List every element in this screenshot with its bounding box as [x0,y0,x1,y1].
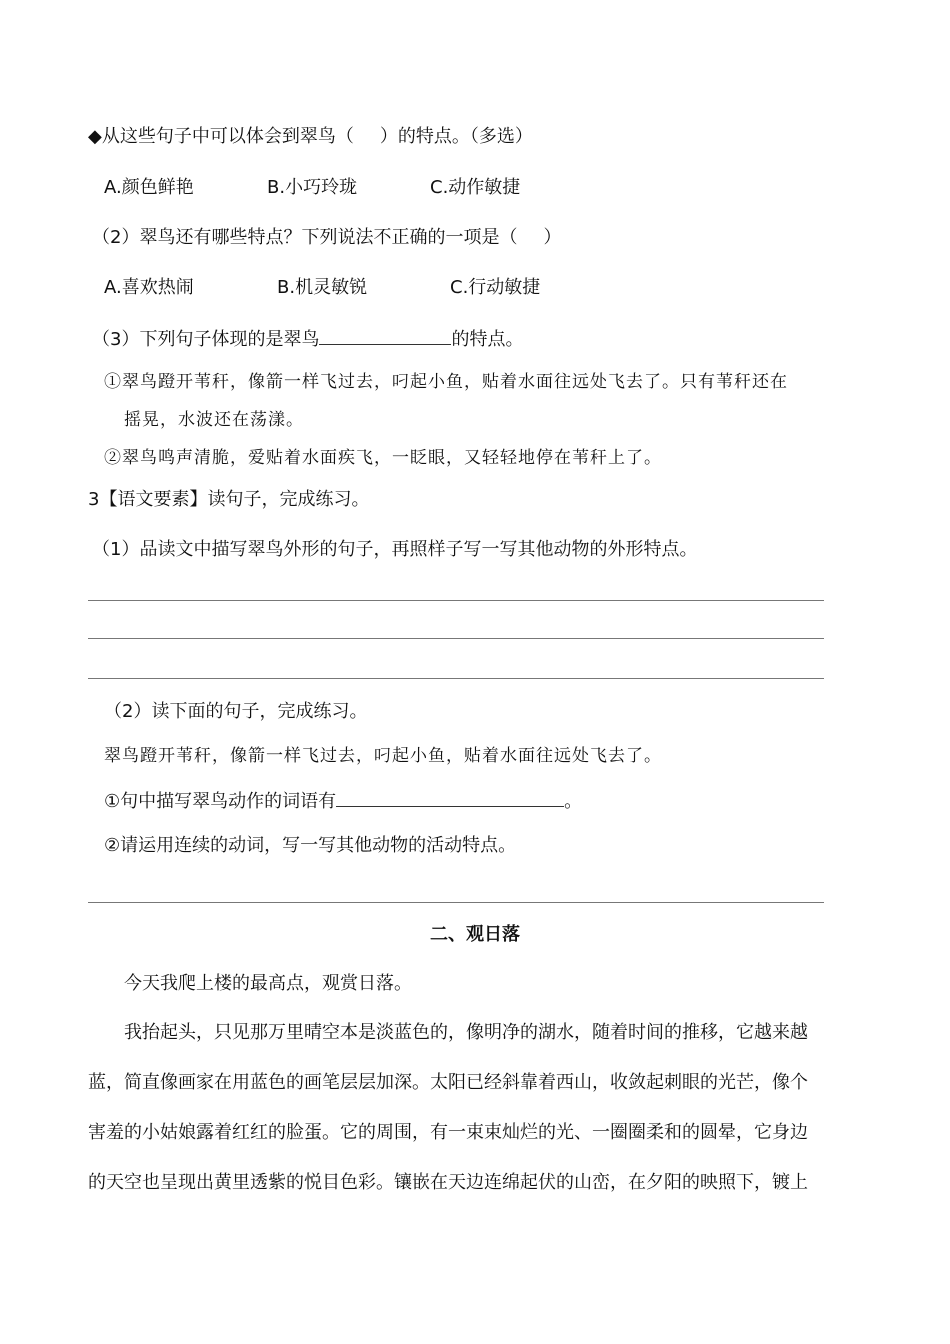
q3-prompt-end: 的特点。 [451,329,524,350]
section3-question-b: ②请运用连续的动词，写一写其他动物的活动特点。 [104,835,517,856]
q3-prompt-start: （3）下列句子体现的是翠鸟 [92,329,320,350]
section3-part2: （2）读下面的句子，完成练习。 [104,701,368,722]
section3-question-a [104,788,582,814]
question-a-blank[interactable] [336,788,564,807]
q3-sentence-1-cont: 摇晃，水波还在荡漾。 [124,410,304,430]
reading-line-5: 的天空也呈现出黄里透紫的悦目色彩。镶嵌在天边连绵起伏的山峦，在夕阳的映照下，镀上 [88,1172,808,1193]
reading-line-4: 害羞的小姑娘露着红红的脸蛋。它的周围，有一束束灿烂的光、一圈圈柔和的圆晕，它身边 [88,1122,808,1143]
q1-option-c[interactable]: C.动作敏捷 [430,177,521,198]
q2-prompt-end: ） [543,227,562,248]
q1-prompt-end: ）的特点。（多选） [379,126,533,147]
answer-line-3[interactable] [88,678,824,679]
q3-sentence-1: ①翠鸟蹬开苇秆，像箭一样飞过去，叼起小鱼，贴着水面往远处飞去了。只有苇秆还在 [104,372,788,392]
q3-answer-blank[interactable] [319,326,451,345]
q2-prompt [92,226,561,250]
reading-title: 二、观日落 [430,924,520,945]
q1-option-a[interactable]: A.颜色鲜艳 [104,177,194,198]
reading-line-3: 蓝，简直像画家在用蓝色的画笔层层加深。太阳已经斜靠着西山，收敛起刺眼的光芒，像个 [88,1072,808,1093]
question-a-text: ①句中描写翠鸟动作的词语有 [104,791,337,812]
reading-line-2: 我抬起头，只见那万里晴空本是淡蓝色的，像明净的湖水，随着时间的推移，它越来越 [124,1022,808,1043]
answer-line-4[interactable] [88,902,824,903]
q1-prompt [88,125,533,149]
answer-line-2[interactable] [88,638,824,639]
reading-line-1: 今天我爬上楼的最高点，观赏日落。 [124,973,412,994]
q1-option-b[interactable]: B.小巧玲珑 [267,177,358,198]
q2-option-b[interactable]: B.机灵敏锐 [277,277,368,298]
q3-prompt [92,326,523,352]
question-a-end: 。 [564,791,583,812]
section3-heading: 3【语文要素】读句子，完成练习。 [88,489,370,510]
section3-part1: （1）品读文中描写翠鸟外形的句子，再照样子写一写其他动物的外形特点。 [92,539,698,560]
q1-prompt-start: ◆从这些句子中可以体会到翠鸟（ [88,126,354,147]
q2-prompt-start: （2）翠鸟还有哪些特点？下列说法不正确的一项是（ [92,227,518,248]
q2-option-c[interactable]: C.行动敏捷 [450,277,541,298]
section3-sentence: 翠鸟蹬开苇秆，像箭一样飞过去，叼起小鱼，贴着水面往远处飞去了。 [104,746,662,766]
q2-option-a[interactable]: A.喜欢热闹 [104,277,194,298]
answer-line-1[interactable] [88,600,824,601]
q3-sentence-2: ②翠鸟鸣声清脆，爱贴着水面疾飞，一眨眼，又轻轻地停在苇秆上了。 [104,448,662,468]
